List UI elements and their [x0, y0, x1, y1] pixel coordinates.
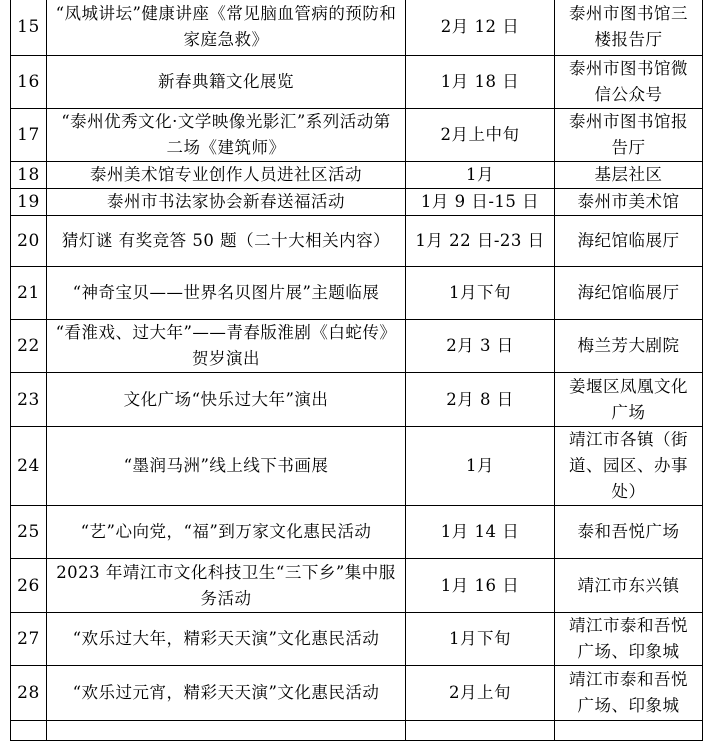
event-time: 2月 8 日: [406, 373, 555, 427]
event-venue: 基层社区: [555, 162, 703, 189]
row-number: 26: [11, 559, 47, 613]
activity-name: [47, 721, 406, 741]
table-row: [11, 721, 703, 741]
event-venue: 海纪馆临展厅: [555, 216, 703, 267]
table-row: [11, 666, 703, 721]
event-venue: 泰州市美术馆: [555, 189, 703, 216]
row-number: 18: [11, 162, 47, 189]
activity-name: “泰州优秀文化·文学映像光影汇”系列活动第二场《建筑师》: [47, 109, 406, 162]
activity-name: “神奇宝贝——世界名贝图片展”主题临展: [47, 267, 406, 320]
event-time: 1月下旬: [406, 267, 555, 320]
activity-name: 2023 年靖江市文化科技卫生“三下乡”集中服务活动: [47, 559, 406, 613]
event-venue: 泰州市图书馆报告厅: [555, 109, 703, 162]
table-row: [11, 559, 703, 613]
activity-name: 泰州美术馆专业创作人员进社区活动: [47, 162, 406, 189]
event-venue: 靖江市泰和吾悦广场、印象城: [555, 613, 703, 666]
activity-name: 文化广场“快乐过大年”演出: [47, 373, 406, 427]
table-row: [11, 109, 703, 162]
activity-name: “欢乐过大年，精彩天天演”文化惠民活动: [47, 613, 406, 666]
table-row: [11, 506, 703, 559]
row-number: 15: [11, 0, 47, 56]
row-number: 24: [11, 427, 47, 506]
activity-name: 泰州市书法家协会新春送福活动: [47, 189, 406, 216]
event-time: 2月上旬: [406, 666, 555, 721]
activity-name: “凤城讲坛”健康讲座《常见脑血管病的预防和家庭急救》: [47, 0, 406, 56]
event-time: 1月: [406, 162, 555, 189]
event-time: 2月上中旬: [406, 109, 555, 162]
event-time: 1月 22 日-23 日: [406, 216, 555, 267]
table-row: [11, 267, 703, 320]
table-row: [11, 373, 703, 427]
table-row: [11, 162, 703, 189]
event-time: 1月 9 日-15 日: [406, 189, 555, 216]
row-number: 17: [11, 109, 47, 162]
events-table-body: [11, 0, 703, 741]
event-time: 1月下旬: [406, 613, 555, 666]
event-venue: 姜堰区凤凰文化广场: [555, 373, 703, 427]
row-number: 27: [11, 613, 47, 666]
event-time: 1月 14 日: [406, 506, 555, 559]
event-venue: 梅兰芳大剧院: [555, 320, 703, 373]
event-venue: [555, 721, 703, 741]
event-venue: 海纪馆临展厅: [555, 267, 703, 320]
row-number: 16: [11, 56, 47, 109]
activity-name: 新春典籍文化展览: [47, 56, 406, 109]
row-number: 23: [11, 373, 47, 427]
row-number: 22: [11, 320, 47, 373]
event-time: 2月 12 日: [406, 0, 555, 56]
activity-name: “艺”心向党，“福”到万家文化惠民活动: [47, 506, 406, 559]
table-row: [11, 56, 703, 109]
events-table: [10, 0, 703, 741]
table-row: [11, 320, 703, 373]
event-time: [406, 721, 555, 741]
event-venue: 靖江市东兴镇: [555, 559, 703, 613]
table-row: [11, 427, 703, 506]
row-number: 19: [11, 189, 47, 216]
row-number: 28: [11, 666, 47, 721]
row-number: 20: [11, 216, 47, 267]
table-row: [11, 0, 703, 56]
event-venue: 泰州市图书馆微信公众号: [555, 56, 703, 109]
event-venue: 泰州市图书馆三楼报告厅: [555, 0, 703, 56]
row-number: 25: [11, 506, 47, 559]
activity-name: “墨润马洲”线上线下书画展: [47, 427, 406, 506]
table-row: [11, 189, 703, 216]
event-time: 1月 16 日: [406, 559, 555, 613]
table-row: [11, 613, 703, 666]
event-time: 2月 3 日: [406, 320, 555, 373]
activity-name: 猜灯谜 有奖竞答 50 题（二十大相关内容）: [47, 216, 406, 267]
row-number: [11, 721, 47, 741]
activity-name: “看淮戏、过大年”——青春版淮剧《白蛇传》贺岁演出: [47, 320, 406, 373]
event-venue: 靖江市各镇（街道、园区、办事处）: [555, 427, 703, 506]
event-venue: 泰和吾悦广场: [555, 506, 703, 559]
activity-name: “欢乐过元宵，精彩天天演”文化惠民活动: [47, 666, 406, 721]
table-row: [11, 216, 703, 267]
event-time: 1月: [406, 427, 555, 506]
event-time: 1月 18 日: [406, 56, 555, 109]
event-venue: 靖江市泰和吾悦广场、印象城: [555, 666, 703, 721]
row-number: 21: [11, 267, 47, 320]
